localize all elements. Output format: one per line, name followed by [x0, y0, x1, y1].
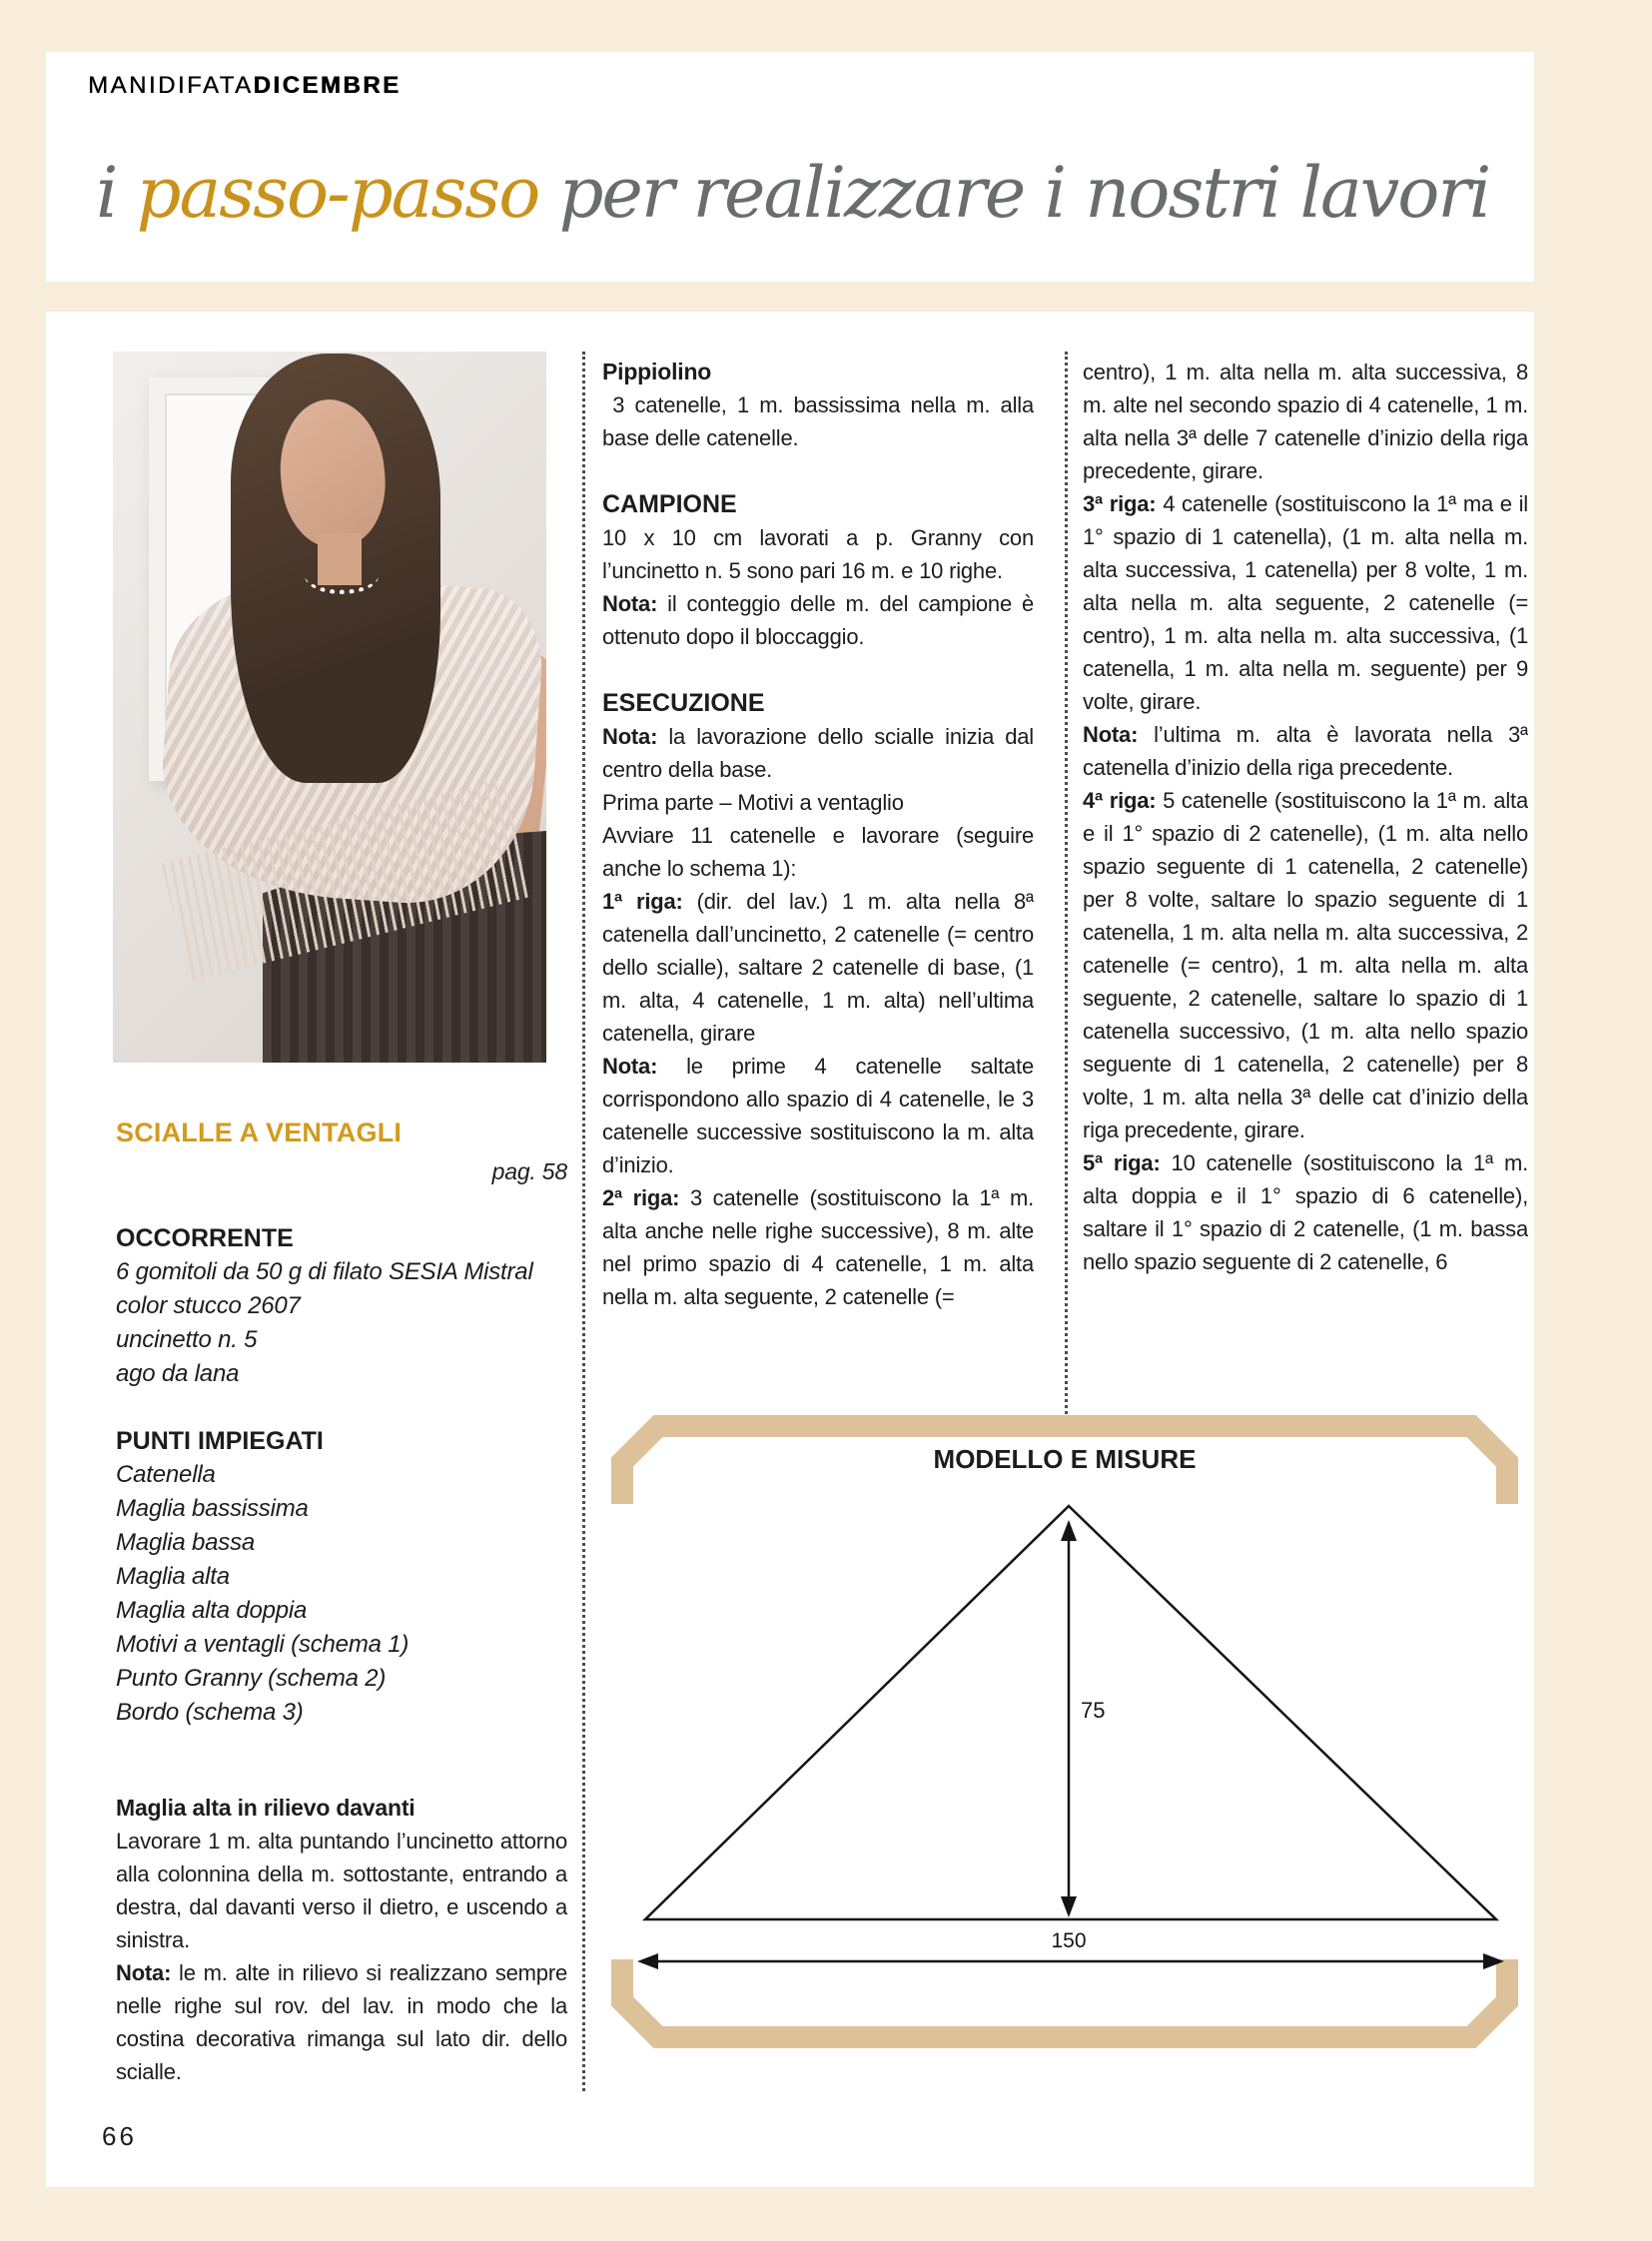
- text-run: Pippiolino: [602, 359, 712, 384]
- inline-label: Nota:: [1083, 722, 1139, 747]
- text-run: pag. 58: [491, 1158, 567, 1184]
- masthead: [88, 72, 401, 100]
- text-run: ago da lana: [116, 1360, 240, 1387]
- text-run: Maglia alta doppia: [116, 1597, 308, 1624]
- masthead-magazine: MANIDIFATA: [88, 72, 254, 99]
- text-run: OCCORRENTE: [116, 1224, 294, 1252]
- column-divider: [582, 352, 585, 2091]
- text-run: CAMPIONE: [602, 490, 737, 518]
- list-item: [116, 1628, 567, 1662]
- text-run: 3 catenelle, 1 m. bassissima nella m. alla base delle catenelle.: [602, 392, 1034, 450]
- list-item: [116, 1526, 567, 1560]
- model-measures-diagram: [599, 1414, 1530, 2049]
- right-column: [1083, 356, 1528, 1418]
- text-run: l’ultima m. alta è lavorata nella 3ª catenella d’inizio della riga precedente.: [1083, 722, 1528, 780]
- text-run: Lavorare 1 m. alta puntando l’uncinetto attorno alla colonnina della m. sottostante, entrando a destra, dal davanti verso il dietro, e uscendo a sinistra.: [116, 1829, 567, 1952]
- page-number: 66: [102, 2121, 137, 2151]
- page-title-prefix: i: [96, 152, 137, 234]
- paragraph: [602, 819, 1034, 885]
- text-run: le m. alte in rilievo si realizzano sempre nelle righe sul rov. del lav. in modo che la costina decorativa rimanga sul lato dir. dello scialle.: [116, 1960, 567, 2084]
- text-run: 4 catenelle (sostituiscono la 1ª ma e il 1° spazio di 1 catenella), (1 m. alta nella m. alta successiva, 1 catenella) per 8 volte, 1 m. alta nella m. alta seguente, 2 catenelle (= centro), 1 m. alta nella m. alta successiva, (1 catenella, 1 m. alta nella m. seguente) per 9 volte, girare.: [1083, 491, 1528, 714]
- article-title: [116, 1117, 567, 1149]
- text-run: le prime 4 catenelle saltate corrispondono allo spazio di 4 catenelle, le 3 catenelle successive sostituiscono la m. alta d’inizio.: [602, 1054, 1034, 1177]
- text-run: Maglia bassissima: [116, 1495, 309, 1522]
- page-title: [96, 152, 1524, 234]
- text-run: Maglia bassa: [116, 1529, 256, 1556]
- list-item: [116, 1255, 567, 1323]
- page-reference: [116, 1155, 567, 1188]
- inline-label: Nota:: [602, 1054, 658, 1079]
- paragraph: [116, 1956, 567, 2088]
- text-run: PUNTI IMPIEGATI: [116, 1427, 324, 1455]
- page-title-highlight: passo-passo: [136, 152, 539, 234]
- paragraph: [602, 720, 1034, 786]
- inline-label: Nota:: [602, 591, 658, 616]
- sub-heading: [602, 356, 1034, 388]
- paragraph: [116, 1825, 567, 1956]
- text-run: 5 catenelle (sostituiscono la 1ª m. alta e il 1° spazio di 2 catenelle), (1 m. alta nello spazio seguente di 1 catenella, 2 catenelle) per 8 volte, saltare lo spazio seguente di 1 catenella, 1 m. alta nella m. alta successiva, 2 catenelle (= centro), 1 m. alta nella m. alta seguente, 2 catenelle, saltare lo spazio di 1 catenella successivo, (1 m. alta nello spazio seguente di 1 catenella, 2 catenelle) per 8 volte, 1 m. alta nella 3ª delle cat d’inizio della riga precedente, girare.: [1083, 788, 1528, 1142]
- sub-heading: [116, 1792, 567, 1825]
- inline-label: Nota:: [602, 724, 658, 749]
- paragraph: [602, 1181, 1034, 1313]
- text-run: SCIALLE A VENTAGLI: [116, 1118, 403, 1147]
- masthead-issue: DICEMBRE: [253, 72, 402, 99]
- inline-label: 2ª riga:: [602, 1185, 680, 1210]
- section-heading: [116, 1425, 567, 1458]
- paragraph: [1083, 487, 1528, 718]
- text-run: 10 x 10 cm lavorati a p. Granny con l’uncinetto n. 5 sono pari 16 m. e 10 righe.: [602, 525, 1034, 583]
- list-item: [116, 1323, 567, 1357]
- paragraph: [1083, 1146, 1528, 1278]
- list-item: [116, 1560, 567, 1594]
- text-run: Catenella: [116, 1461, 216, 1488]
- inline-label: 1ª riga:: [602, 889, 683, 914]
- left-column: [116, 1117, 567, 2088]
- section-heading: [116, 1222, 567, 1255]
- text-run: il conteggio delle m. del campione è ottenuto dopo il bloccaggio.: [602, 591, 1034, 649]
- diagram-canvas: [599, 1414, 1530, 2049]
- text-run: Avviare 11 catenelle e lavorare (seguire anche lo schema 1):: [602, 823, 1034, 881]
- text-run: Maglia alta in rilievo davanti: [116, 1795, 415, 1821]
- list-item: [116, 1458, 567, 1492]
- text-run: ESECUZIONE: [602, 689, 765, 717]
- paragraph: [1083, 784, 1528, 1146]
- list-item: [116, 1492, 567, 1526]
- text-run: 6 gomitoli da 50 g di filato SESIA Mistral color stucco 2607: [116, 1258, 533, 1319]
- diagram-title: MODELLO E MISURE: [933, 1444, 1197, 1474]
- inline-label: 3ª riga:: [1083, 491, 1157, 516]
- list-item: [116, 1594, 567, 1628]
- text-run: 3 catenelle (sostituiscono la 1ª m. alta anche nelle righe successive), 8 m. alte nel primo spazio di 4 catenelle, 1 m. alta nella m. alta seguente, 2 catenelle (=: [602, 1185, 1034, 1309]
- model-necklace: [305, 557, 379, 594]
- list-item: [116, 1662, 567, 1696]
- shawl-outline-triangle: [645, 1506, 1496, 1919]
- width-arrow-head-left: [637, 1953, 658, 1969]
- text-run: Bordo (schema 3): [116, 1699, 304, 1726]
- paragraph: [602, 388, 1034, 454]
- inline-label: 5ª riga:: [1083, 1150, 1161, 1175]
- paragraph: [1083, 718, 1528, 784]
- inline-label: Nota:: [116, 1960, 172, 1985]
- paragraph: [602, 521, 1034, 587]
- text-run: Punto Granny (schema 2): [116, 1665, 387, 1692]
- text-run: (dir. del lav.) 1 m. alta nella 8ª catenella dall’uncinetto, 2 catenelle (= centro dello scialle), saltare 2 catenelle di base, (1 m. alta, 4 catenelle, 1 m. alta) nell’ultima catenella, girare: [602, 889, 1034, 1046]
- section-heading: [602, 488, 1034, 521]
- text-run: uncinetto n. 5: [116, 1326, 258, 1353]
- header-band: [46, 52, 1534, 282]
- list-item: [116, 1357, 567, 1391]
- column-divider: [1065, 352, 1068, 1414]
- paragraph: [602, 1050, 1034, 1181]
- inline-label: 4ª riga:: [1083, 788, 1157, 813]
- text-run: centro), 1 m. alta nella m. alta successiva, 8 m. alte nel secondo spazio di 4 catenelle, 1 m. alta nella 3ª delle 7 catenelle d’inizio della riga precedente, girare.: [1083, 360, 1528, 483]
- width-measure-label: 150: [1051, 1929, 1087, 1952]
- paragraph: [602, 786, 1034, 819]
- content-area: [46, 312, 1534, 2187]
- text-run: la lavorazione dello scialle inizia dal centro della base.: [602, 724, 1034, 782]
- height-measure-label: 75: [1081, 1698, 1106, 1723]
- page-title-rest: per realizzare i nostri lavori: [538, 152, 1490, 234]
- text-run: Prima parte – Motivi a ventaglio: [602, 790, 904, 815]
- text-run: 10 catenelle (sostituiscono la 1ª m. alta doppia e il 1° spazio di 6 catenelle), saltare il 1° spazio di 2 catenelle, (1 m. bassa nello spazio seguente di 2 catenelle, 6: [1083, 1150, 1528, 1274]
- diagram-frame-bottom: [622, 1959, 1507, 2037]
- text-run: Maglia alta: [116, 1563, 230, 1590]
- paragraph: [602, 587, 1034, 653]
- middle-column: [602, 356, 1034, 1418]
- list-item: [116, 1696, 567, 1730]
- text-run: Motivi a ventagli (schema 1): [116, 1631, 410, 1658]
- section-heading: [602, 687, 1034, 720]
- model-photo: [113, 352, 546, 1063]
- paragraph: [602, 885, 1034, 1050]
- paragraph: [1083, 356, 1528, 487]
